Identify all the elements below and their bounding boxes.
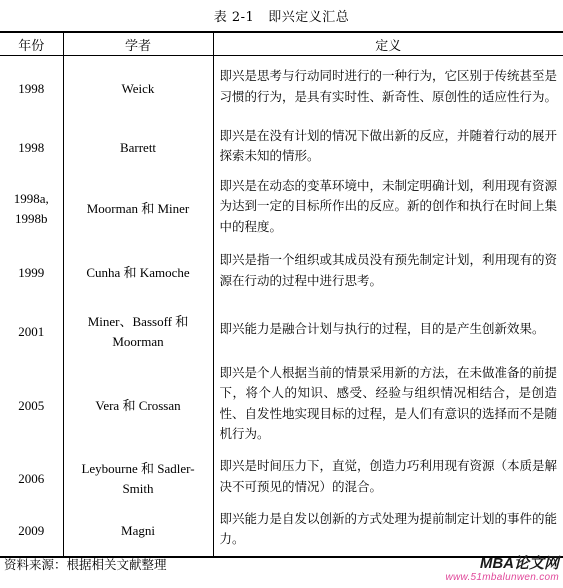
header-year: 年份 — [0, 32, 63, 56]
cell-definition — [213, 451, 563, 507]
cell-scholar: Magni — [63, 507, 213, 557]
cell-definition — [213, 507, 563, 557]
cell-definition — [213, 303, 563, 361]
definition-text: 即兴是指一个组织或其成员没有预先制定计划，利用现有的资源在行动的过程中进行思考。 — [219, 252, 558, 288]
table-row — [0, 175, 563, 243]
cell-year: 2001 — [0, 303, 63, 361]
table-row — [0, 303, 563, 361]
cell-year: 2009 — [0, 507, 63, 557]
cell-year: 1998a, 1998b — [0, 175, 63, 243]
table-row — [0, 122, 563, 175]
cell-year: 1999 — [0, 243, 63, 303]
definition-text: 即兴是在没有计划的情况下做出新的反应，并随着行动的展开探索未知的情形。 — [219, 127, 558, 163]
watermark — [445, 556, 559, 584]
cell-year: 2005 — [0, 361, 63, 451]
definition-text: 即兴能力是融合计划与执行的过程，目的是产生创新效果。 — [219, 321, 545, 337]
definition-text: 即兴是时间压力下，直觉，创造力巧利用现有资源（本质是解决不可预见的情况）的混合。 — [219, 458, 558, 494]
watermark-logo: MBA论文网 — [479, 555, 559, 572]
cell-scholar: Leybourne 和 Sadler-Smith — [63, 451, 213, 507]
watermark-url: www.51mbalunwen.com — [445, 572, 559, 583]
definition-text: 即兴是在动态的变革环境中，未制定明确计划，利用现有资源为达到一定的目标所作出的反应。新的创作和执行在时间上集中的程度。 — [219, 177, 558, 234]
table-number: 表 2-1 — [213, 10, 255, 25]
header-scholar: 学者 — [63, 32, 213, 56]
cell-definition — [213, 56, 563, 122]
cell-scholar: Cunha 和 Kamoche — [63, 243, 213, 303]
definition-table — [0, 31, 563, 558]
definition-text: 即兴是个人根据当前的情景采用新的方法，在未做准备的前提下，将个人的知识、感受、经验与组织情况相结合，是创造性、自发性地实现目标的过程，是人们有意识的选择而不是随机行为。 — [219, 364, 558, 441]
cell-definition — [213, 361, 563, 451]
definition-table-container — [0, 31, 563, 558]
table-row — [0, 361, 563, 451]
cell-scholar: Moorman 和 Miner — [63, 175, 213, 243]
header-definition: 定义 — [375, 38, 402, 54]
cell-scholar: Miner、Bassoff 和 Moorman — [63, 303, 213, 361]
table-row — [0, 507, 563, 557]
table-header-row — [0, 32, 563, 56]
table-row — [0, 451, 563, 507]
cell-year: 2006 — [0, 451, 63, 507]
definition-text: 即兴能力是自发以创新的方式处理为提前制定计划的事件的能力。 — [219, 510, 558, 546]
table-row — [0, 243, 563, 303]
definition-text: 即兴是思考与行动同时进行的一种行为，它区别于传统甚至是习惯的行为，是具有实时性、新奇性、原创性的适应性行为。 — [219, 68, 558, 104]
cell-scholar: Barrett — [63, 122, 213, 175]
cell-definition — [213, 175, 563, 243]
cell-definition — [213, 243, 563, 303]
cell-year: 1998 — [0, 56, 63, 122]
table-caption — [0, 6, 563, 25]
cell-year: 1998 — [0, 122, 63, 175]
cell-scholar: Vera 和 Crossan — [63, 361, 213, 451]
table-title: 即兴定义汇总 — [268, 10, 350, 25]
cell-scholar: Weick — [63, 56, 213, 122]
cell-definition — [213, 122, 563, 175]
table-row — [0, 56, 563, 122]
source-note: 资料来源：根据相关文献整理 — [4, 557, 167, 572]
